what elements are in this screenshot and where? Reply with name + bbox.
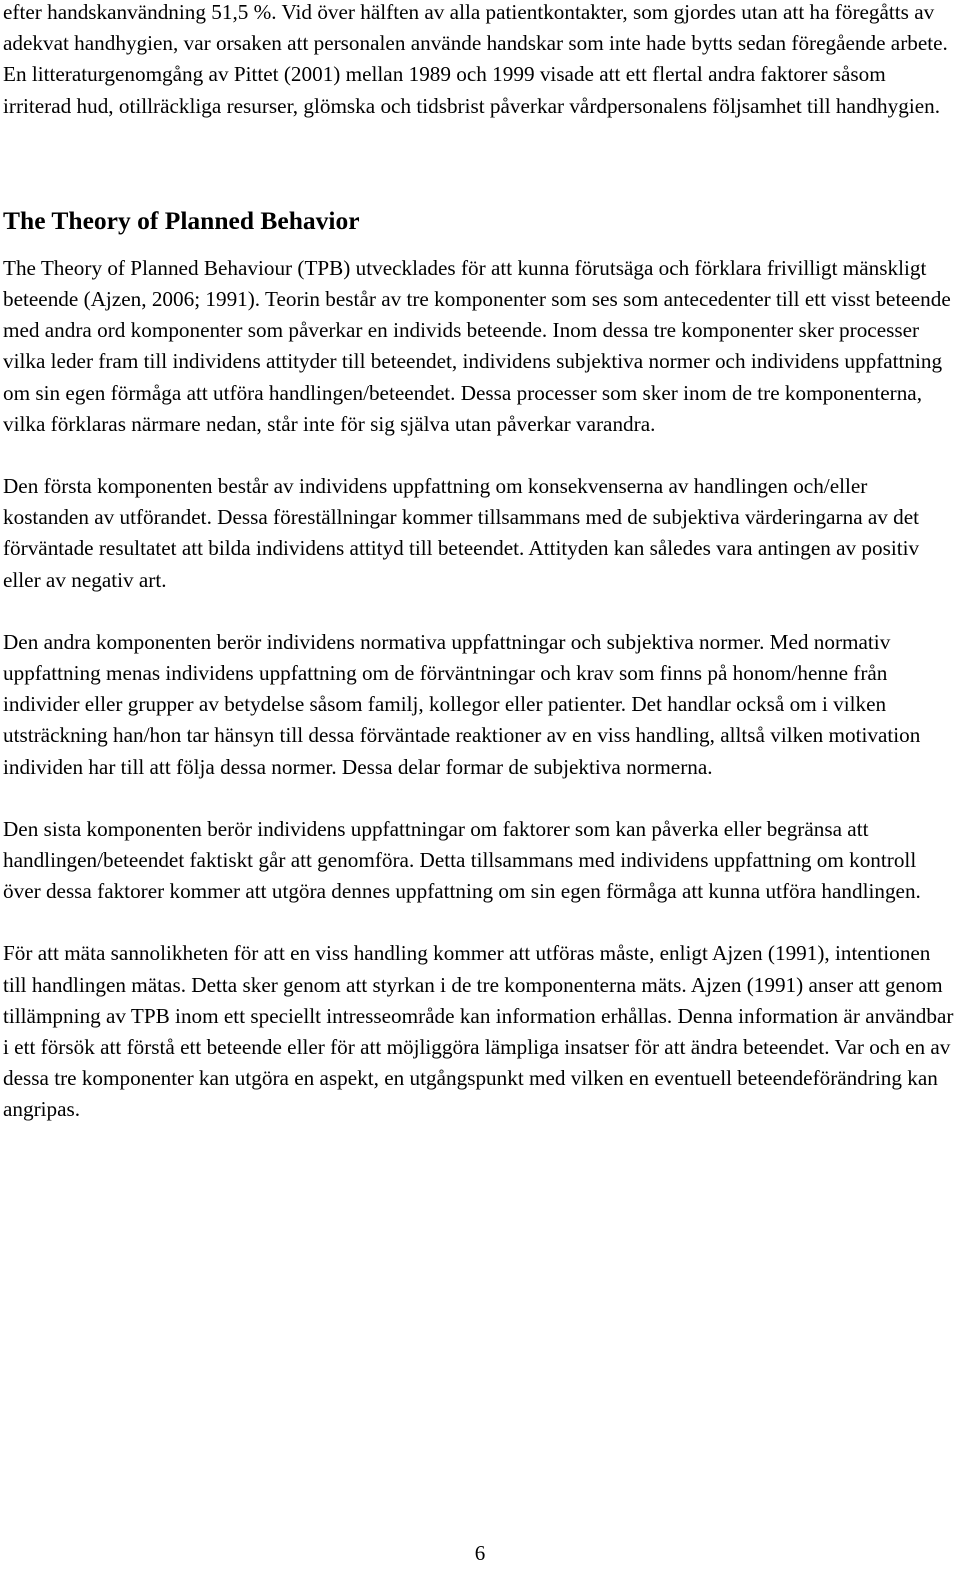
section-heading: The Theory of Planned Behavior xyxy=(3,205,360,235)
page-number: 6 xyxy=(474,1541,486,1565)
document-page xyxy=(3,0,957,1126)
paragraph-first-component: Den första komponenten består av individens uppfattning om konsekvenserna av handlingen och/eller kostanden av utförandet. Dessa föreställningar kommer tillsammans med de subjektiva värderingarna av det förväntade resultatet att bilda individens attityd till beteendet. Attityden kan således vara antingen av positiv eller av negativ art. xyxy=(3,474,920,592)
paragraph-second-component: Den andra komponenten berör individens normativa uppfattningar och subjektiva normer. Med normativ uppfattning menas individens uppfattning om de förväntningar och krav som finns på honom/henne från individer eller grupper av betydelse såsom familj, kollegor eller patienter. Det handlar också om i vilken utsträckning han/hon tar hänsyn till dessa förväntade reaktioner av en viss handling, alltså vilken motivation individen har till att följa dessa normer. Dessa delar formar de subjektiva normerna. xyxy=(3,629,921,779)
intro-paragraph: efter handskanvändning 51,5 %. Vid över hälften av alla patientkontakter, som gjordes utan att ha föregåtts av adekvat handhygien, var orsaken att personalen använde handskar som inte hade bytts sedan föregående arbete. En litteraturgenomgång av Pittet (2001) mellan 1989 och 1999 visade att ett flertal andra faktorer såsom irriterad hud, otillräckliga resurser, glömska och tidsbrist påverkar vårdpersonalens följsamhet till handhygien. xyxy=(3,0,948,118)
paragraph-measurement: För att mäta sannolikheten för att en viss handling kommer att utföras måste, enligt Ajzen (1991), intentionen till handlingen mätas. Detta sker genom att styrkan i de tre komponenterna mäts. Ajzen (1991) anser att genom tillämpning av TPB inom ett speciellt intresseområde kan information erhållas. Denna information är användbar i ett försök att förstå ett beteende eller för att möjliggöra lämpliga insatser för att ändra beteendet. Var och en av dessa tre komponenter kan utgöra en aspekt, en utgångspunkt med vilken en eventuell beteendeförändring kan angripas. xyxy=(3,941,954,1122)
paragraph-tpb-overview: The Theory of Planned Behaviour (TPB) utvecklades för att kunna förutsäga och förklara frivilligt mänskligt beteende (Ajzen, 2006; 1991). Teorin består av tre komponenter som ses som antecedenter till ett visst beteende med andra ord komponenter som påverkar en individs beteende. Inom dessa tre komponenter sker processer vilka leder fram till individens attityder till beteendet, individens subjektiva normer och individens uppfattning om sin egen förmåga att utföra handlingen/beteendet. Dessa processer som sker inom de tre komponenterna, vilka förklaras närmare nedan, står inte för sig själva utan påverkar varandra. xyxy=(3,255,951,436)
paragraph-third-component: Den sista komponenten berör individens uppfattningar om faktorer som kan påverka eller begränsa att handlingen/beteendet faktiskt går att genomföra. Detta tillsammans med individens uppfattning om kontroll över dessa faktorer kommer att utgöra dennes uppfattning om sin egen förmåga att kunna utföra handlingen. xyxy=(3,816,921,904)
